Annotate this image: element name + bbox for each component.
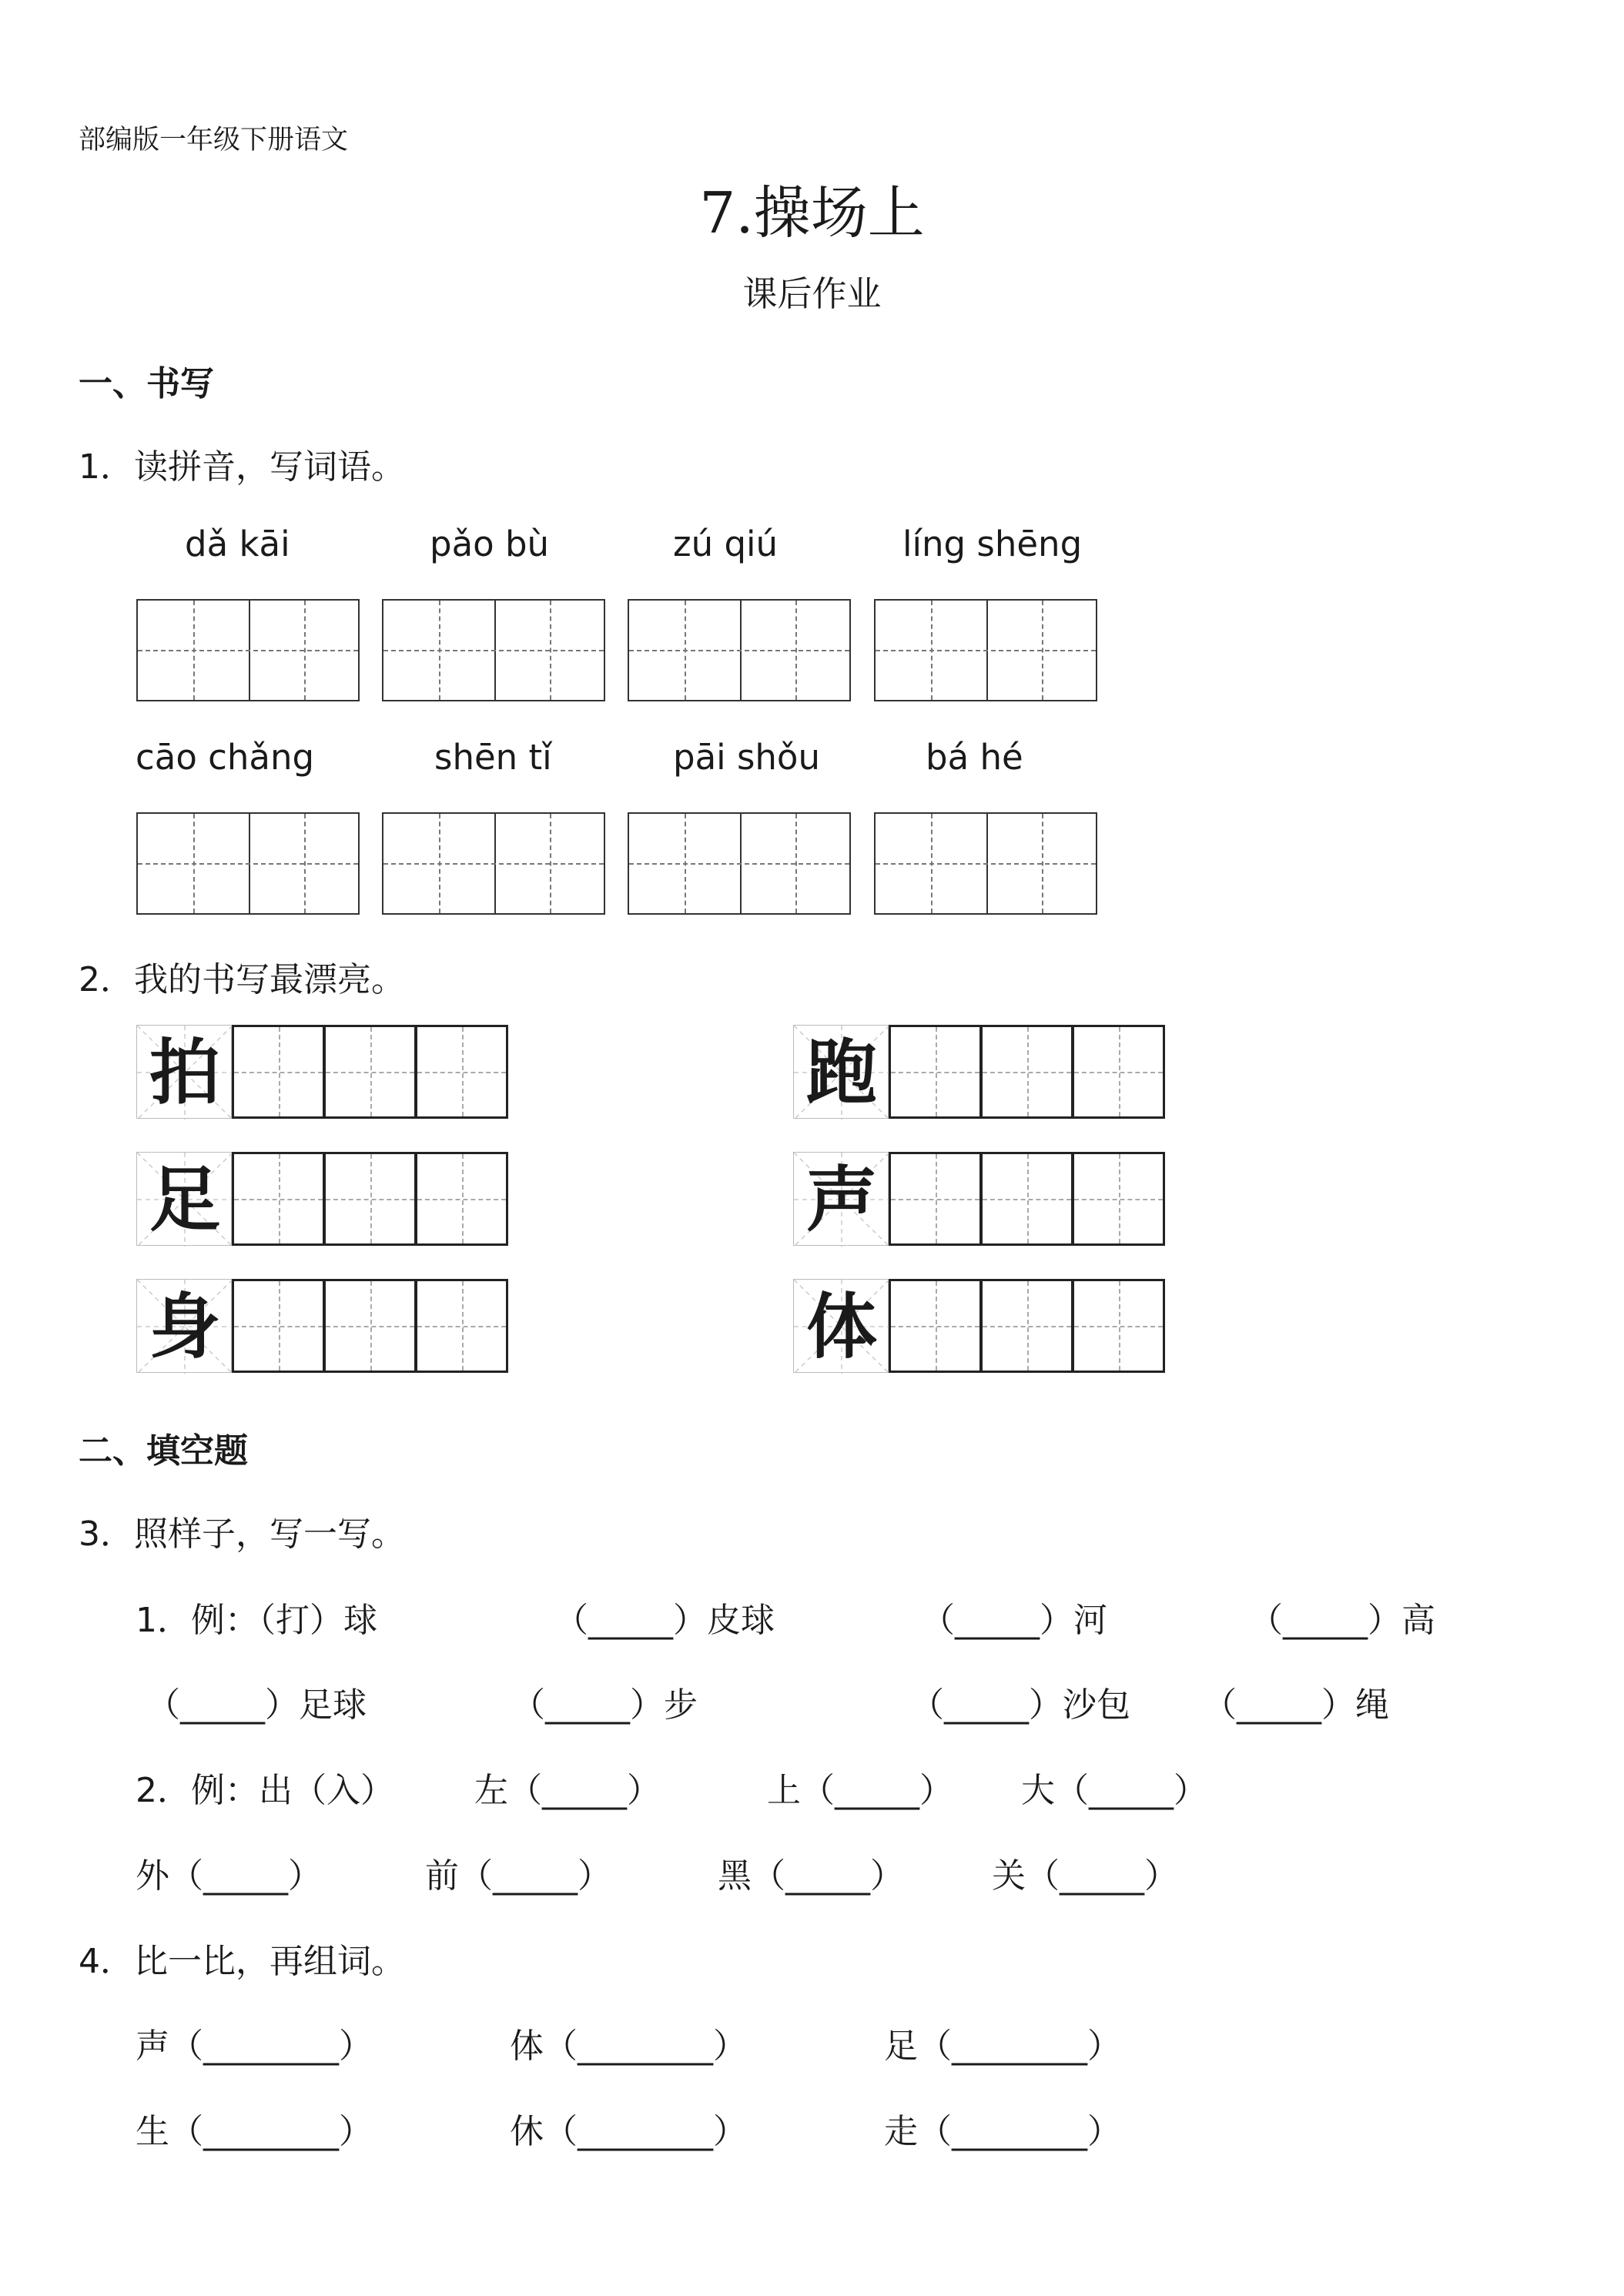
writing-box[interactable] bbox=[874, 599, 1097, 701]
section-heading-writing: 一、书写 bbox=[79, 364, 214, 403]
fill-item[interactable]: （_____）高 bbox=[1249, 1601, 1435, 1640]
practice-cell[interactable] bbox=[415, 1279, 508, 1373]
question-2-prompt: 2．我的书写最漂亮。 bbox=[79, 960, 405, 999]
fill-item[interactable]: 足（________） bbox=[884, 2027, 1121, 2066]
fill-item[interactable]: 休（________） bbox=[510, 2112, 747, 2151]
practice-cell[interactable] bbox=[980, 1025, 1073, 1119]
fill-item[interactable]: 体（________） bbox=[510, 2027, 747, 2066]
practice-cell[interactable] bbox=[323, 1279, 417, 1373]
fill-item[interactable]: （_____）沙包 bbox=[910, 1685, 1130, 1725]
model-character-glyph: 身 bbox=[149, 1285, 220, 1368]
pinyin-label: pǎo bù bbox=[430, 524, 550, 564]
fill-item[interactable]: 左（_____） bbox=[474, 1771, 661, 1810]
fill-item[interactable]: （_____）绳 bbox=[1203, 1685, 1389, 1725]
question-3-prompt: 3．照样子，写一写。 bbox=[79, 1514, 405, 1554]
writing-box[interactable] bbox=[628, 599, 851, 701]
model-character-glyph: 声 bbox=[805, 1158, 877, 1241]
practice-cell[interactable] bbox=[889, 1152, 982, 1246]
fill-item[interactable]: （_____）河 bbox=[921, 1601, 1107, 1640]
practice-cell[interactable] bbox=[232, 1025, 325, 1119]
fill-item[interactable]: （_____）步 bbox=[511, 1685, 698, 1725]
fill-item[interactable]: （_____）皮球 bbox=[554, 1601, 775, 1640]
question-1-prompt: 1．读拼音，写词语。 bbox=[79, 447, 405, 487]
model-character bbox=[793, 1279, 889, 1373]
fill-item[interactable]: 声（________） bbox=[136, 2027, 373, 2066]
model-character bbox=[793, 1025, 889, 1119]
writing-box[interactable] bbox=[628, 812, 851, 915]
section-heading-fill-blank: 二、填空题 bbox=[79, 1431, 248, 1471]
fill-item[interactable]: 上（_____） bbox=[767, 1771, 953, 1810]
writing-box[interactable] bbox=[136, 812, 360, 915]
practice-cell[interactable] bbox=[415, 1025, 508, 1119]
pinyin-label: shēn tǐ bbox=[434, 737, 552, 778]
writing-box[interactable] bbox=[382, 812, 605, 915]
model-character bbox=[136, 1279, 232, 1373]
model-character-glyph: 跑 bbox=[805, 1031, 877, 1114]
practice-cell[interactable] bbox=[232, 1152, 325, 1246]
fill-item[interactable]: 生（________） bbox=[136, 2112, 373, 2151]
practice-cell[interactable] bbox=[415, 1152, 508, 1246]
practice-cell[interactable] bbox=[1072, 1152, 1165, 1246]
page-subtitle: 课后作业 bbox=[742, 273, 882, 314]
writing-box[interactable] bbox=[382, 599, 605, 701]
fill-item: 2．例：出（入） bbox=[136, 1771, 394, 1810]
practice-cell[interactable] bbox=[889, 1025, 982, 1119]
model-character bbox=[136, 1025, 232, 1119]
question-4-prompt: 4．比一比，再组词。 bbox=[79, 1942, 405, 1981]
practice-cell[interactable] bbox=[323, 1025, 417, 1119]
practice-cell[interactable] bbox=[980, 1279, 1073, 1373]
practice-cell[interactable] bbox=[232, 1279, 325, 1373]
practice-cell[interactable] bbox=[1072, 1025, 1165, 1119]
writing-box[interactable] bbox=[136, 599, 360, 701]
fill-item[interactable]: 外（_____） bbox=[136, 1856, 322, 1896]
pinyin-label: cāo chǎng bbox=[136, 737, 315, 778]
fill-item[interactable]: （_____）足球 bbox=[146, 1685, 367, 1725]
practice-cell[interactable] bbox=[323, 1152, 417, 1246]
model-character-glyph: 足 bbox=[149, 1158, 220, 1241]
practice-cell[interactable] bbox=[980, 1152, 1073, 1246]
fill-item[interactable]: 大（_____） bbox=[1021, 1771, 1207, 1810]
writing-box[interactable] bbox=[874, 812, 1097, 915]
fill-item[interactable]: 关（_____） bbox=[992, 1856, 1178, 1896]
fill-item: 1．例：（打）球 bbox=[136, 1601, 377, 1640]
fill-item[interactable]: 走（________） bbox=[884, 2112, 1121, 2151]
pinyin-label: líng shēng bbox=[902, 524, 1083, 564]
fill-item[interactable]: 黑（_____） bbox=[718, 1856, 904, 1896]
model-character-glyph: 拍 bbox=[149, 1031, 220, 1114]
pinyin-label: dǎ kāi bbox=[185, 524, 290, 564]
practice-cell[interactable] bbox=[1072, 1279, 1165, 1373]
practice-cell[interactable] bbox=[889, 1279, 982, 1373]
fill-item[interactable]: 前（_____） bbox=[425, 1856, 611, 1896]
pinyin-label: zú qiú bbox=[673, 524, 779, 564]
page-title: 7.操场上 bbox=[699, 180, 925, 246]
pinyin-label: bá hé bbox=[926, 737, 1023, 778]
model-character bbox=[793, 1152, 889, 1246]
model-character bbox=[136, 1152, 232, 1246]
header-note: 部编版一年级下册语文 bbox=[79, 125, 349, 156]
pinyin-label: pāi shǒu bbox=[673, 737, 820, 778]
model-character-glyph: 体 bbox=[805, 1285, 877, 1368]
